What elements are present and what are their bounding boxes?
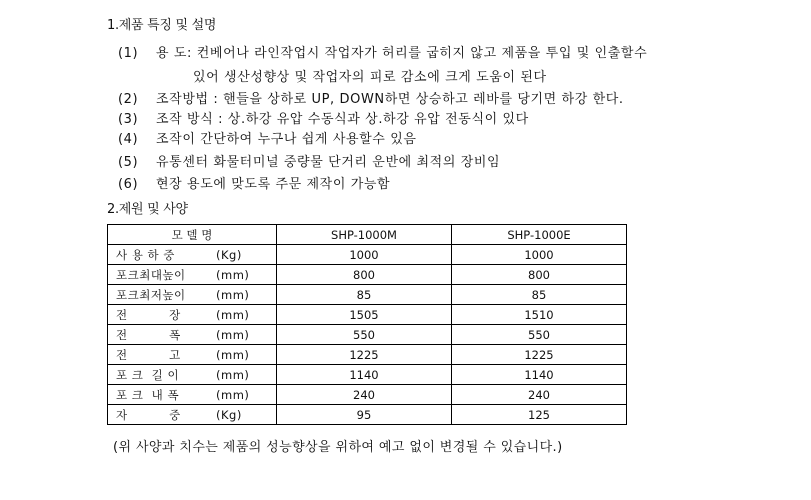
spec-disclaimer-note: (위 사양과 치수는 제품의 성능향상을 위하여 예고 없이 변경될 수 있습니다.) [113,440,563,455]
row-label [108,285,277,305]
feature-item-1-num: (1) [118,46,139,61]
table-row [108,285,627,305]
value-m: 95 [277,405,452,425]
value-m: 1140 [277,365,452,385]
row-label-unit: (mm) [216,267,250,282]
feature-item-1-text: 용 도: 컨베어나 라인작업시 작업자가 허리를 굽히지 않고 제품을 투입 및 인출할수 [156,46,648,61]
feature-item-6-num: (6) [118,177,139,192]
spec-table-header-row [108,225,627,245]
table-row [108,345,627,365]
value-m: 240 [277,385,452,405]
value-e: 85 [452,285,627,305]
row-label [108,385,277,405]
row-label-name: 포 크 내 폭 [116,387,180,402]
value-e: 550 [452,325,627,345]
table-row [108,385,627,405]
table-row [108,365,627,385]
feature-item-6-text: 현장 용도에 맞도록 주문 제작이 가능함 [156,177,391,192]
row-label-name: 포크최저높이 [116,287,186,302]
section1-title: 1.제품 특징 및 설명 [107,18,217,33]
row-label [108,345,277,365]
table-row [108,305,627,325]
value-m: 85 [277,285,452,305]
row-label-unit: (mm) [216,367,250,382]
feature-item-1-cont-text: 있어 생산성향상 및 작업자의 피로 감소에 크게 도움이 된다 [193,70,547,85]
row-label [108,305,277,325]
row-label-unit: (mm) [216,307,250,322]
value-m: 1505 [277,305,452,325]
section2-title: 2.제원 및 사양 [107,202,188,217]
header-model-name: 모 델 명 [108,225,277,245]
row-label [108,405,277,425]
value-m: 1000 [277,245,452,265]
feature-item-4 [118,128,417,147]
row-label [108,325,277,345]
feature-item-2-num: (2) [118,92,139,107]
table-row [108,265,627,285]
feature-item-1-continued [193,66,547,85]
feature-item-3 [118,108,529,127]
row-label-name: 포크최대높이 [116,267,186,282]
row-label-unit: (Kg) [216,247,242,262]
row-label-name: 전 고 [116,347,181,362]
value-e: 1140 [452,365,627,385]
feature-item-6 [118,173,390,192]
row-label [108,365,277,385]
feature-item-5-text: 유통센터 화물터미널 중량물 단거리 운반에 최적의 장비임 [156,155,501,170]
value-e: 125 [452,405,627,425]
value-e: 1000 [452,245,627,265]
row-label-unit: (mm) [216,387,250,402]
row-label-unit: (mm) [216,347,250,362]
table-row [108,245,627,265]
value-m: 550 [277,325,452,345]
value-e: 240 [452,385,627,405]
feature-item-3-num: (3) [118,112,139,127]
feature-item-1 [118,42,647,61]
feature-item-3-text: 조작 방식 : 상.하강 유압 수동식과 상.하강 유압 전동식이 있다 [156,112,529,127]
value-m: 1225 [277,345,452,365]
feature-item-4-num: (4) [118,132,139,147]
row-label-unit: (mm) [216,287,250,302]
row-label-unit: (mm) [216,327,250,342]
row-label-unit: (Kg) [216,407,242,422]
value-e: 800 [452,265,627,285]
value-m: 800 [277,265,452,285]
spec-table [107,224,627,425]
row-label-name: 포 크 길 이 [116,367,180,382]
feature-item-5 [118,151,500,170]
feature-item-4-text: 조작이 간단하여 누구나 쉽게 사용할수 있음 [156,132,417,147]
row-label-name: 사 용 하 중 [116,247,175,262]
header-model-m: SHP-1000M [277,225,452,245]
feature-item-2 [118,88,624,107]
row-label [108,245,277,265]
feature-item-2-text: 조작방법 : 핸들을 상하로 UP, DOWN하면 상승하고 레바를 당기면 하강 한다. [156,92,624,107]
header-model-e: SHP-1000E [452,225,627,245]
table-row [108,405,627,425]
table-row [108,325,627,345]
row-label-name: 전 장 [116,307,181,322]
row-label-name: 자 중 [116,407,181,422]
row-label-name: 전 폭 [116,327,181,342]
feature-item-5-num: (5) [118,155,139,170]
value-e: 1510 [452,305,627,325]
row-label [108,265,277,285]
value-e: 1225 [452,345,627,365]
